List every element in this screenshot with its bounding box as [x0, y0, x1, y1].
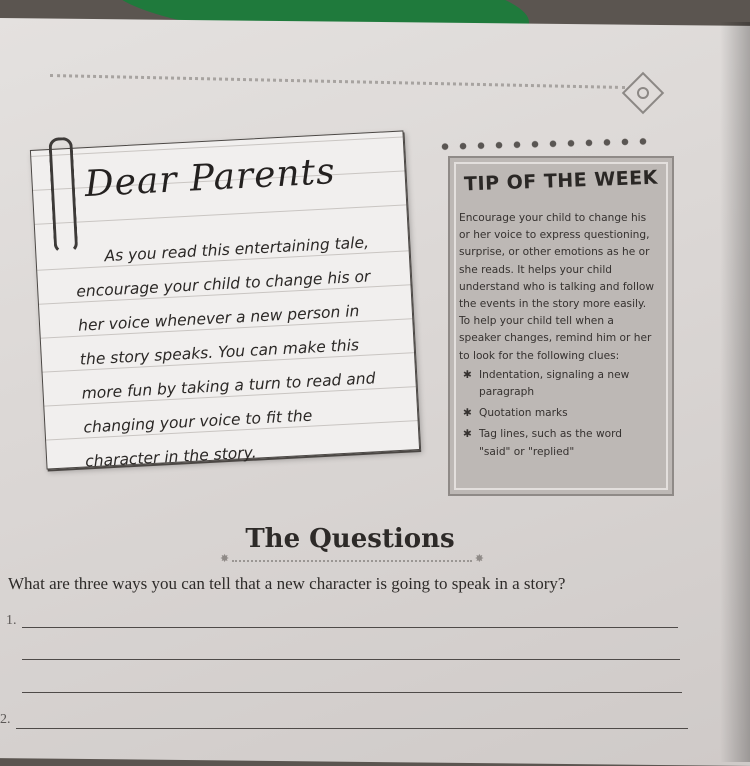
page-edge-shadow — [720, 22, 750, 762]
note-title: Dear Parents — [83, 151, 337, 206]
list-item — [463, 367, 655, 401]
star-icon: ✱ — [463, 368, 472, 381]
paperclip-icon — [48, 137, 78, 254]
answer-line-1c[interactable] — [22, 692, 682, 693]
answer-line-1a[interactable] — [22, 627, 678, 628]
star-icon: ✱ — [463, 428, 472, 441]
answer-number-1: 1. — [6, 613, 17, 628]
list-item — [463, 405, 655, 422]
note-body: As you read this entertaining tale, encourage your child to change his or her voice whenever a new person in the story speaks. You can make this more fun by taking a turn to read and changing your voice to fit the character in the story. — [75, 233, 376, 471]
tip-clue: Quotation marks — [479, 407, 568, 420]
answer-line-2a[interactable] — [16, 728, 688, 729]
tip-title: TIP OF THE WEEK — [463, 166, 659, 196]
list-item — [463, 426, 655, 460]
star-icon: ✱ — [463, 407, 472, 420]
tip-clue: Tag lines, such as the word "said" or "replied" — [479, 428, 622, 458]
questions-dotted-rule — [232, 560, 472, 562]
questions-heading: The Questions — [245, 524, 455, 554]
tip-of-the-week-box — [448, 156, 674, 496]
tip-clue-list — [463, 367, 655, 461]
tip-body — [459, 210, 655, 465]
tip-paragraph: Encourage your child to change his or her voice to express questioning, surprise, or other emotions as he or she reads. It helps your child understand who is talking and follow the events in the story more easily. To help your child tell when a speaker changes, remind him or her to look for the following clues: — [459, 212, 655, 362]
tip-clue: Indentation, signaling a new paragraph — [479, 368, 630, 399]
dear-parents-note — [30, 130, 420, 469]
question-prompt: What are three ways you can tell that a new character is going to speak in a story? — [8, 574, 566, 593]
answer-line-1b[interactable] — [22, 659, 680, 660]
answer-number-2: 2. — [0, 712, 11, 727]
